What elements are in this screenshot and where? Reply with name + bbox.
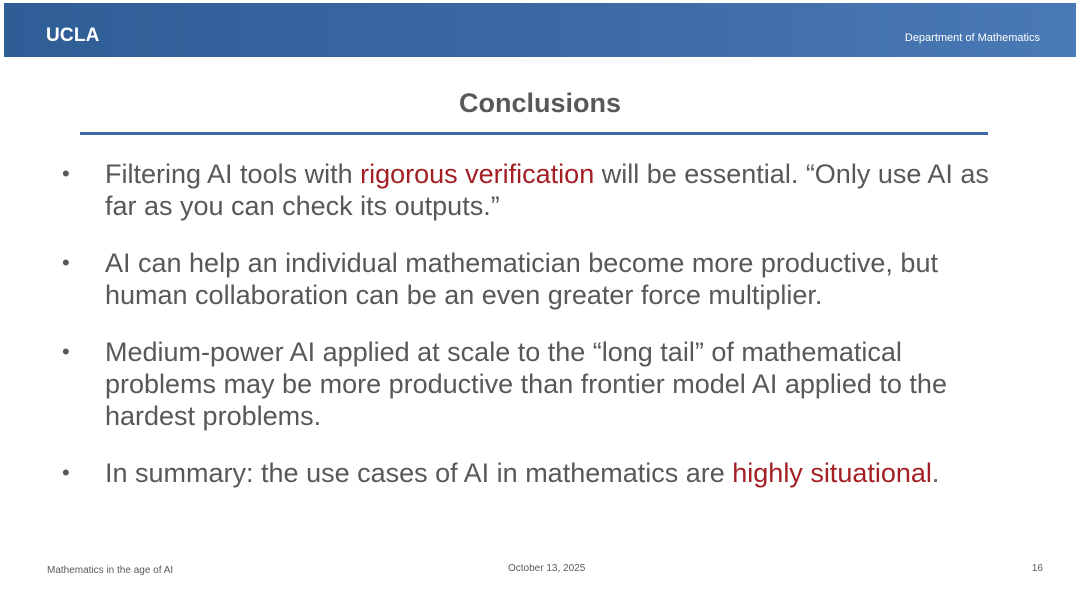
bullet-item-long-tail [58,336,1018,432]
ucla-logo-text: UCLA [46,25,100,46]
bullet-dot-icon: • [62,250,70,275]
bullet-text: Medium-power AI applied at scale to the “long tail” of mathematical problems may be more productive than frontier model AI applied to the hardest problems. [105,337,947,431]
bullet-item-verification [58,158,1018,222]
bullet-text-pre: Filtering AI tools with [105,159,361,189]
bullet-dot-icon: • [62,161,70,186]
highlight-text: highly situational [732,458,932,488]
bullet-dot-icon: • [62,339,70,364]
bullet-dot-icon: • [62,460,70,485]
slide-title: Conclusions [458,88,621,118]
bullet-text-post: will be essential. “Only use AI as far as you can check its outputs.” [105,159,989,221]
footer-page-number: 16 [1031,563,1043,574]
footer-date: October 13, 2025 [508,563,586,574]
header-bar [4,3,1076,57]
bullet-item-summary [58,457,1018,489]
department-label: Department of Mathematics [904,32,1040,44]
title-divider [80,132,988,135]
footer-talk-title: Mathematics in the age of AI [47,565,174,576]
bullet-list [58,158,1018,514]
highlight-text: rigorous verification [360,159,595,189]
bullet-item-collaboration [58,247,1018,311]
bullet-text: AI can help an individual mathematician become more productive, but human collaboration can be an even greater force multiplier. [105,248,938,310]
bullet-text-pre: In summary: the use cases of AI in mathematics are [105,458,733,488]
bullet-text-post: . [931,458,940,488]
